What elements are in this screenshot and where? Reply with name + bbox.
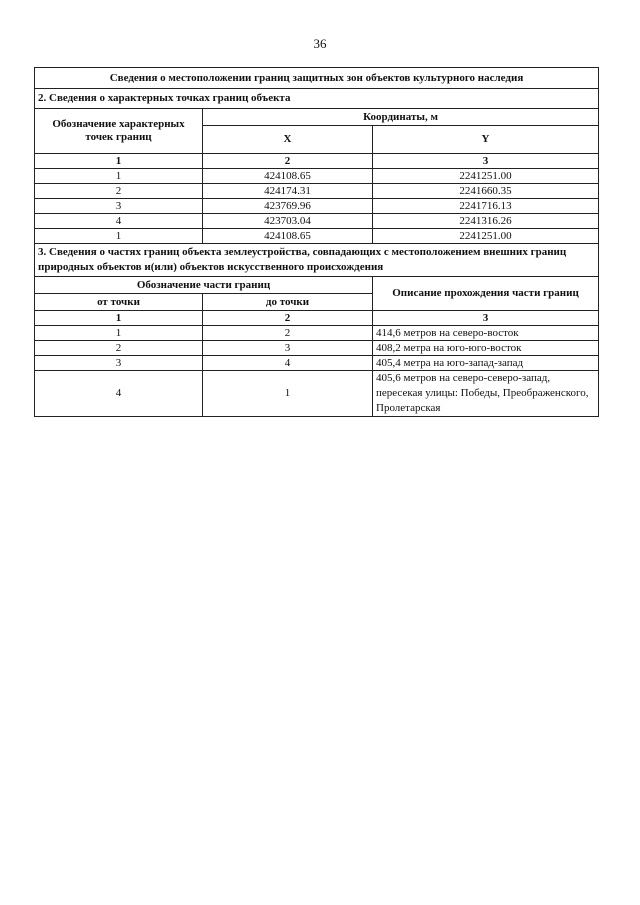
point-cell: 1 [35, 229, 203, 244]
x-cell: 424108.65 [203, 229, 373, 244]
col-to-header: до точки [203, 294, 373, 311]
x-cell: 423703.04 [203, 214, 373, 229]
col-from-header: от точки [35, 294, 203, 311]
col-description-header: Описание прохождения части границ [373, 277, 599, 311]
y-cell: 2241251.00 [373, 169, 599, 184]
y-cell: 2241251.00 [373, 229, 599, 244]
point-cell: 2 [35, 184, 203, 199]
from-cell: 4 [35, 371, 203, 417]
from-cell: 2 [35, 341, 203, 356]
table-row [35, 184, 599, 199]
table-row [35, 356, 599, 371]
table-row [35, 371, 599, 417]
protection-zone-table [34, 67, 599, 417]
from-cell: 3 [35, 356, 203, 371]
col-number: 2 [203, 154, 373, 169]
to-cell: 3 [203, 341, 373, 356]
x-cell: 424108.65 [203, 169, 373, 184]
y-cell: 2241660.35 [373, 184, 599, 199]
from-cell: 1 [35, 326, 203, 341]
table-row [35, 326, 599, 341]
description-cell: 408,2 метра на юго-юго-восток [373, 341, 599, 356]
section2-heading: 2. Сведения о характерных точках границ объекта [35, 89, 599, 109]
page-number: 36 [313, 36, 327, 51]
y-cell: 2241316.26 [373, 214, 599, 229]
table-row [35, 199, 599, 214]
to-cell: 1 [203, 371, 373, 417]
to-cell: 4 [203, 356, 373, 371]
point-cell: 1 [35, 169, 203, 184]
col-part-header: Обозначение части границ [35, 277, 373, 294]
point-cell: 4 [35, 214, 203, 229]
description-cell: 414,6 метров на северо-восток [373, 326, 599, 341]
col-number: 1 [35, 311, 203, 326]
col-number: 1 [35, 154, 203, 169]
col-designation-header: Обозначение характерных точек границ [35, 109, 203, 154]
description-cell: 405,6 метров на северо-северо-запад, пересекая улицы: Победы, Преображенского, Пролетарская [373, 371, 599, 417]
table-title: Сведения о местоположении границ защитных зон объектов культурного наследия [35, 68, 599, 89]
col-y-header: Y [373, 126, 599, 154]
y-cell: 2241716.13 [373, 199, 599, 214]
x-cell: 423769.96 [203, 199, 373, 214]
col-number: 2 [203, 311, 373, 326]
x-cell: 424174.31 [203, 184, 373, 199]
col-number: 3 [373, 154, 599, 169]
table-row [35, 229, 599, 244]
col-x-header: X [203, 126, 373, 154]
point-cell: 3 [35, 199, 203, 214]
col-number: 3 [373, 311, 599, 326]
table-row [35, 169, 599, 184]
col-coordinates-header: Координаты, м [203, 109, 599, 126]
to-cell: 2 [203, 326, 373, 341]
table-row [35, 214, 599, 229]
section3-heading: 3. Сведения о частях границ объекта землеустройства, совпадающих с местоположением внешних границ природных объектов и(или) объектов искусственного происхождения [35, 244, 599, 277]
table-row [35, 341, 599, 356]
description-cell: 405,4 метра на юго-запад-запад [373, 356, 599, 371]
